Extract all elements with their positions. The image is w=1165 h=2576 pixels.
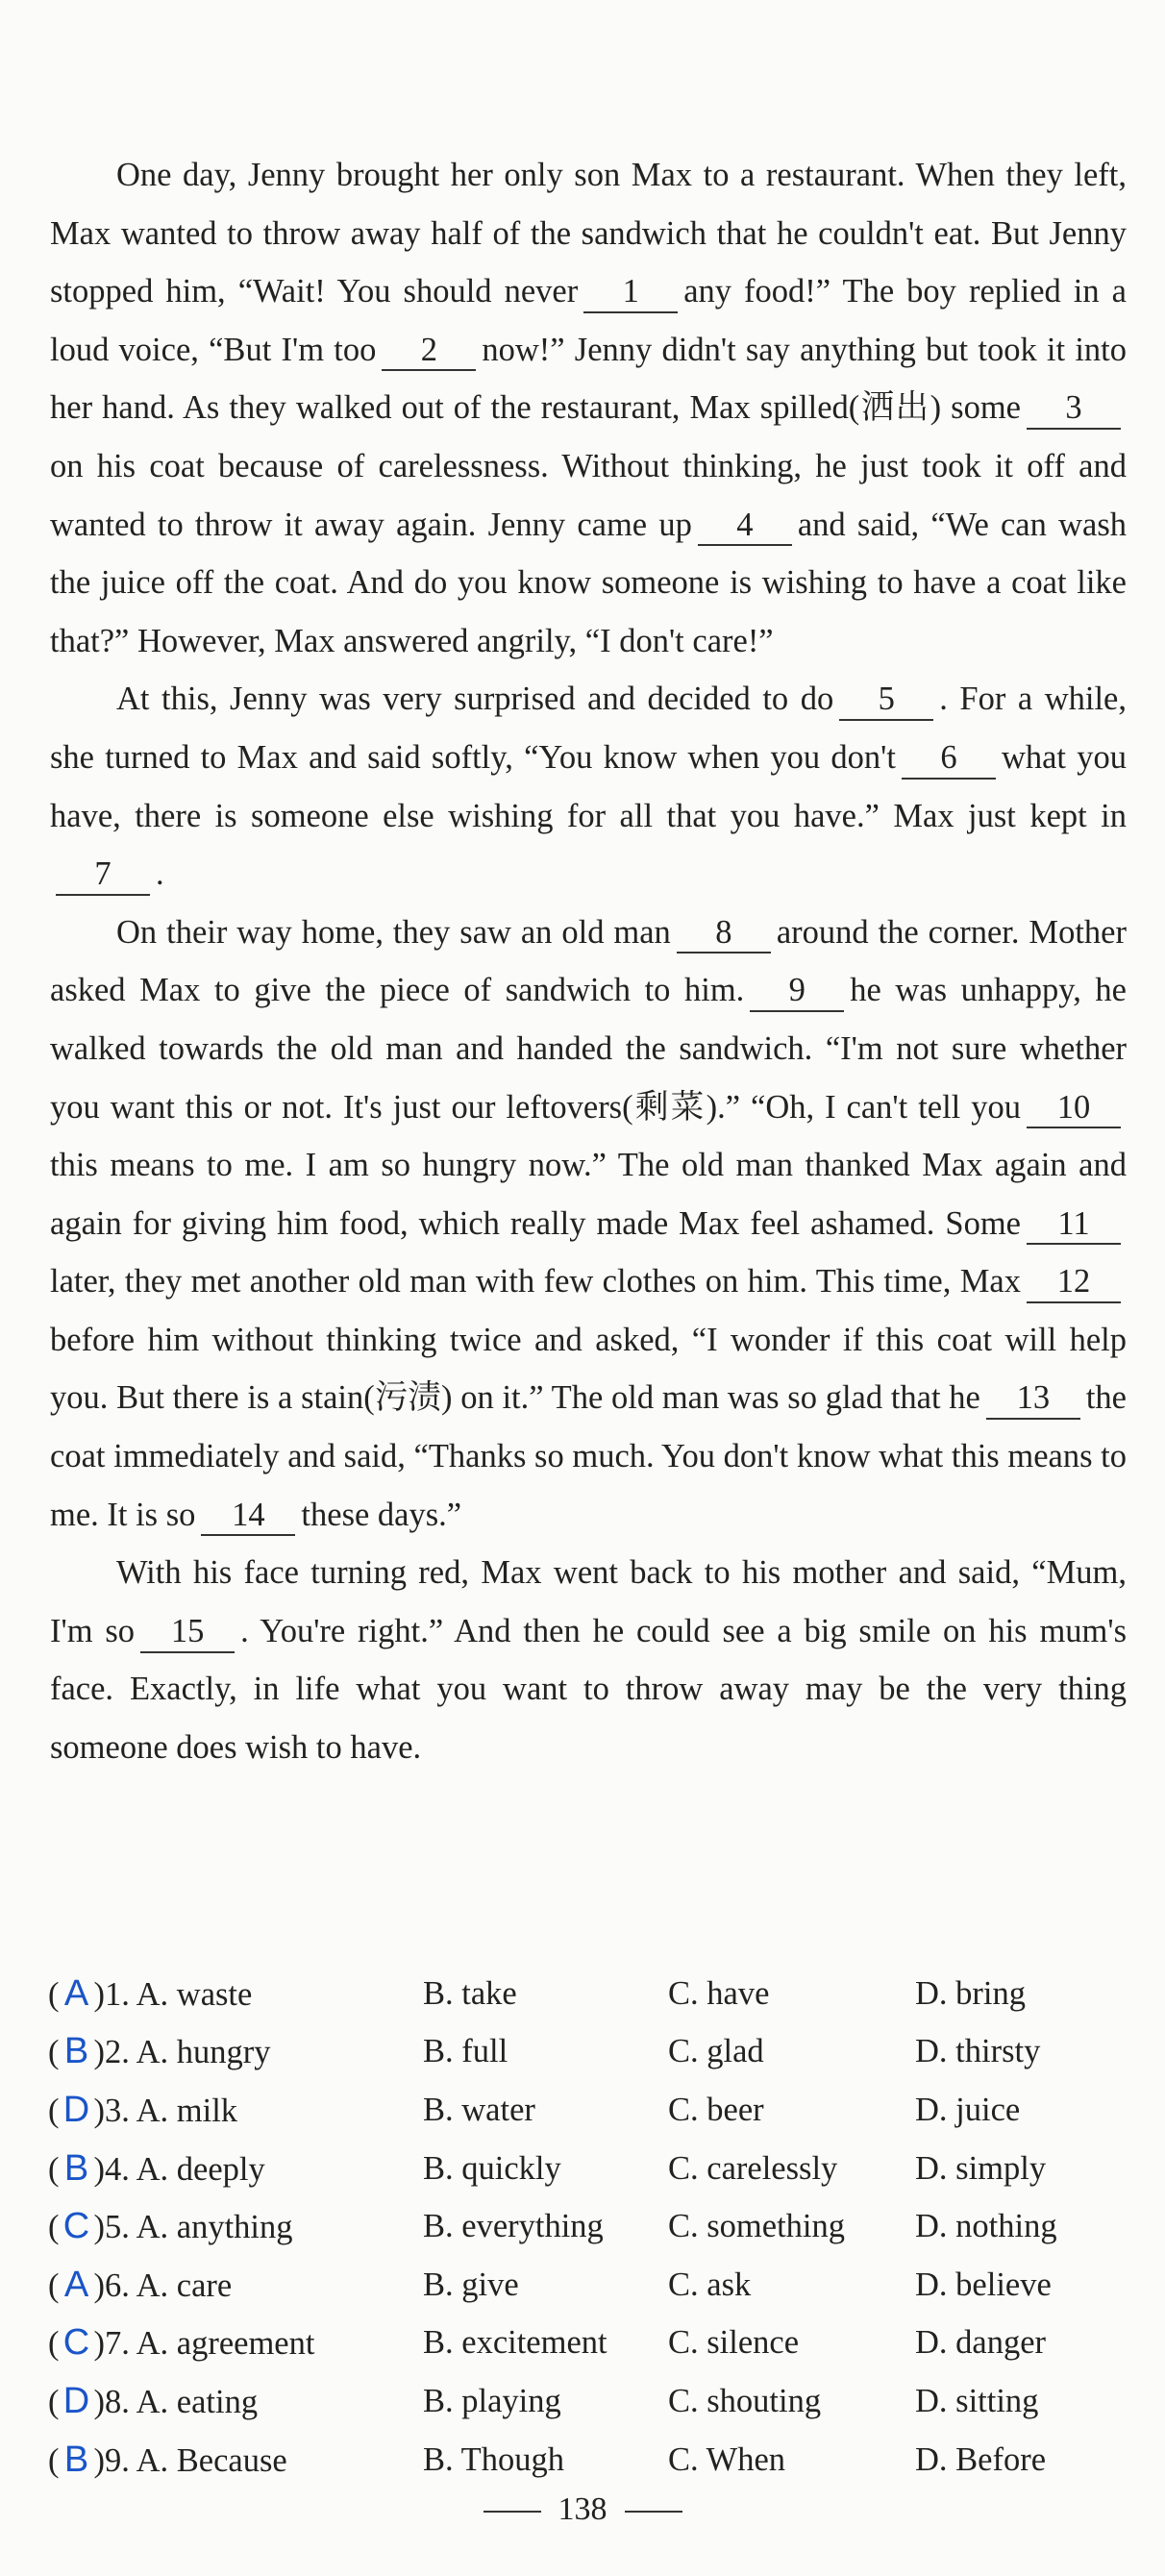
- option-b: B. water: [423, 2091, 535, 2128]
- question-stem: ( B )9. A. Because: [48, 2439, 287, 2480]
- question-stem: ( A )1. A. waste: [48, 1972, 253, 2014]
- option-a: A. Because: [136, 2441, 287, 2479]
- option-b: B. excitement: [423, 2324, 607, 2362]
- passage-text: the coat immediately and said, “Thanks so much. You don't know what this means to me. It is so: [50, 1379, 1127, 1533]
- question-stem: ( C )5. A. anything: [48, 2206, 293, 2247]
- question-number: 3.: [105, 2092, 130, 2129]
- question-row-7: [48, 2315, 1134, 2373]
- question-row-5: [48, 2197, 1134, 2256]
- option-d: D. juice: [915, 2091, 1021, 2128]
- paragraph-3: [50, 904, 1127, 1545]
- passage-text: . For a while, she turned to Max and said softly, “You know when you don't: [50, 681, 1127, 776]
- option-b: B. playing: [423, 2382, 561, 2419]
- blank-8: 8: [677, 914, 771, 954]
- passage-text: any food!” The boy replied in a loud voice, “But I'm too: [50, 273, 1127, 368]
- option-c: C. shouting: [668, 2382, 822, 2419]
- option-c: C. have: [668, 1974, 770, 2012]
- blank-2: 2: [382, 332, 476, 372]
- handwritten-answer: D: [62, 2380, 90, 2421]
- question-stem: ( D )8. A. eating: [48, 2380, 259, 2421]
- option-d: D. believe: [915, 2266, 1052, 2303]
- blank-9: 9: [750, 972, 844, 1012]
- passage-text: .: [156, 855, 164, 893]
- option-b: B. take: [423, 1974, 517, 2012]
- divider: [625, 2511, 682, 2513]
- option-b: B. quickly: [423, 2149, 561, 2187]
- question-row-8: [48, 2372, 1134, 2431]
- option-d: D. Before: [915, 2440, 1047, 2478]
- option-c: C. silence: [668, 2324, 800, 2362]
- question-number: 5.: [105, 2209, 130, 2246]
- option-c: C. something: [668, 2208, 846, 2245]
- passage-text: these days.”: [301, 1496, 462, 1533]
- question-row-3: [48, 2081, 1134, 2140]
- option-c: C. carelessly: [668, 2149, 838, 2187]
- option-c: C. beer: [668, 2091, 764, 2128]
- handwritten-answer: B: [63, 2147, 89, 2189]
- handwritten-answer: B: [63, 2031, 89, 2072]
- blank-15: 15: [140, 1613, 235, 1653]
- option-d: D. bring: [915, 1974, 1026, 2012]
- question-row-9: [48, 2431, 1134, 2489]
- passage-text: With his face turning red, Max went back to his mother and said, “Mum, I'm so: [50, 1554, 1127, 1649]
- option-c: C. glad: [668, 2033, 764, 2070]
- passage-text: this means to me. I am so hungry now.” The old man thanked Max again and again for giving him food, which really made Max feel ashamed. Some: [50, 1147, 1127, 1242]
- passage-text: and said, “We can wash the juice off the coat. And do you know someone is wishing to have a coat like that?” However, Max answered angrily, “I don't care!”: [50, 506, 1127, 659]
- question-row-4: [48, 2140, 1134, 2198]
- handwritten-answer: D: [62, 2089, 90, 2130]
- passage-text: now!” Jenny didn't say anything but took it into her hand. As they walked out of the restaurant, Max spilled(洒出) some: [50, 331, 1127, 427]
- blank-3: 3: [1027, 389, 1121, 430]
- passage-text: around the corner. Mother asked Max to give the piece of sandwich to him.: [50, 913, 1127, 1009]
- question-number: 9.: [105, 2441, 130, 2479]
- question-number: 6.: [105, 2266, 130, 2304]
- blank-7: 7: [56, 855, 150, 896]
- question-stem: ( D )3. A. milk: [48, 2089, 238, 2130]
- option-a: A. milk: [136, 2092, 238, 2129]
- question-stem: ( C )7. A. agreement: [48, 2322, 315, 2364]
- handwritten-answer: A: [63, 1972, 89, 2014]
- question-row-1: [48, 1965, 1134, 2023]
- handwritten-answer: A: [63, 2264, 89, 2305]
- passage-text: At this, Jenny was very surprised and decided to do: [116, 681, 834, 718]
- passage-text: on his coat because of carelessness. Without thinking, he just took it off and wanted to throw it away again. Jenny came up: [50, 447, 1127, 543]
- blank-6: 6: [902, 739, 996, 780]
- passage-text: . You're right.” And then he could see a big smile on his mum's face. Exactly, in life what you want to throw away may be the very thing someone does wish to have.: [50, 1612, 1128, 1767]
- question-number: 7.: [105, 2325, 130, 2363]
- question-stem: ( A )6. A. care: [48, 2264, 233, 2305]
- option-a: A. care: [136, 2266, 233, 2304]
- option-a: A. eating: [136, 2383, 259, 2420]
- option-b: B. give: [423, 2266, 519, 2303]
- passage-text: later, they met another old man with few clothes on him. This time, Max: [50, 1263, 1021, 1300]
- passage-text: On their way home, they saw an old man: [116, 913, 671, 951]
- blank-11: 11: [1027, 1205, 1121, 1246]
- passage-text: he was unhappy, he walked towards the old man and handed the sandwich. “I'm not sure whether you want this or not. It's just our leftovers(剩菜).” “Oh, I can't tell you: [50, 972, 1127, 1126]
- option-a: A. hungry: [136, 2034, 271, 2071]
- passage-text: One day, Jenny brought her only son Max to a restaurant. When they left, Max wanted to throw away half of the sandwich that he couldn't eat. But Jenny stopped him, “Wait! You should never: [50, 157, 1127, 310]
- option-a: A. waste: [136, 1975, 253, 2013]
- answer-options: [48, 1965, 1134, 2489]
- question-stem: ( B )4. A. deeply: [48, 2147, 265, 2189]
- divider: [483, 2511, 541, 2513]
- blank-1: 1: [583, 273, 678, 313]
- question-number: 8.: [105, 2383, 130, 2420]
- question-row-2: [48, 2023, 1134, 2082]
- question-number: 1.: [105, 1975, 130, 2013]
- option-a: A. deeply: [136, 2150, 265, 2188]
- blank-13: 13: [986, 1379, 1080, 1420]
- option-b: B. full: [423, 2033, 508, 2070]
- page-number: [0, 2491, 1165, 2528]
- question-number: 2.: [105, 2034, 130, 2071]
- option-a: A. agreement: [136, 2325, 315, 2363]
- passage-text: what you have, there is someone else wishing for all that you have.” Max just kept in: [50, 738, 1127, 834]
- option-d: D. danger: [915, 2324, 1047, 2362]
- handwritten-answer: C: [62, 2206, 90, 2247]
- option-d: D. thirsty: [915, 2033, 1041, 2070]
- handwritten-answer: B: [63, 2439, 89, 2480]
- blank-12: 12: [1027, 1263, 1121, 1303]
- blank-4: 4: [698, 507, 792, 547]
- option-d: D. nothing: [915, 2208, 1057, 2245]
- blank-10: 10: [1027, 1089, 1121, 1129]
- passage-text: before him without thinking twice and asked, “I wonder if this coat will help you. But there is a stain(污渍) on it.” The old man was so glad that he: [50, 1321, 1127, 1417]
- question-number: 4.: [105, 2150, 130, 2188]
- option-a: A. anything: [136, 2209, 293, 2246]
- option-d: D. sitting: [915, 2382, 1039, 2419]
- blank-5: 5: [839, 681, 933, 721]
- paragraph-1: [50, 146, 1127, 670]
- cloze-passage: [50, 146, 1127, 1777]
- option-b: B. everything: [423, 2208, 604, 2245]
- blank-14: 14: [201, 1497, 295, 1537]
- question-stem: ( B )2. A. hungry: [48, 2031, 271, 2072]
- handwritten-answer: C: [62, 2322, 90, 2364]
- option-b: B. Though: [423, 2440, 564, 2478]
- question-row-6: [48, 2256, 1134, 2315]
- option-c: C. ask: [668, 2266, 752, 2303]
- page-number-text: 138: [558, 2491, 607, 2527]
- option-d: D. simply: [915, 2149, 1047, 2187]
- option-c: C. When: [668, 2440, 786, 2478]
- paragraph-4: [50, 1544, 1127, 1776]
- paragraph-2: [50, 670, 1127, 903]
